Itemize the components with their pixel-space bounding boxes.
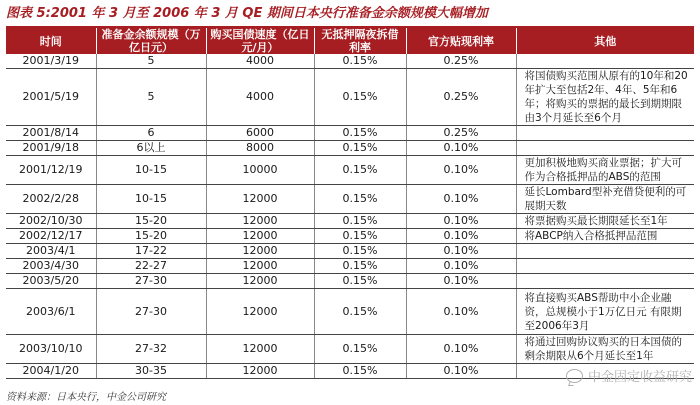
chat-bubble-icon	[566, 369, 583, 383]
cell-reserve: 27-32	[96, 335, 206, 364]
cell-other: 将国债购买范围从原有的10年和20年扩大至包括2年、4年、5年和6年；将购买的票据的最长到期期限由3个月延长至6个月	[516, 69, 694, 126]
cell-jgb: 12000	[206, 289, 314, 335]
table-row	[6, 289, 694, 335]
cell-date: 2003/4/1	[6, 244, 96, 259]
cell-date: 2002/12/17	[6, 229, 96, 244]
cell-other	[516, 244, 694, 259]
table-row	[6, 126, 694, 141]
cell-discount: 0.10%	[406, 141, 516, 156]
cell-call-rate: 0.15%	[314, 185, 406, 214]
cell-discount: 0.10%	[406, 364, 516, 379]
cell-discount: 0.10%	[406, 156, 516, 185]
cell-jgb: 4000	[206, 54, 314, 69]
cell-date: 2004/1/20	[6, 364, 96, 379]
cell-discount: 0.10%	[406, 259, 516, 274]
watermark-text: 中金固定收益研究	[587, 370, 692, 385]
cell-jgb: 8000	[206, 141, 314, 156]
header-date: 时间	[6, 28, 96, 54]
table-row	[6, 244, 694, 259]
table-row	[6, 141, 694, 156]
cell-reserve: 27-30	[96, 274, 206, 289]
table-header-row	[6, 28, 694, 54]
cell-reserve: 6	[96, 126, 206, 141]
cell-date: 2003/6/1	[6, 289, 96, 335]
cell-jgb: 12000	[206, 335, 314, 364]
cell-date: 2001/9/18	[6, 141, 96, 156]
cell-date: 2002/10/30	[6, 214, 96, 229]
cell-other	[516, 259, 694, 274]
cell-call-rate: 0.15%	[314, 126, 406, 141]
cell-discount: 0.10%	[406, 289, 516, 335]
cell-call-rate: 0.15%	[314, 54, 406, 69]
cell-call-rate: 0.15%	[314, 274, 406, 289]
cell-call-rate: 0.15%	[314, 259, 406, 274]
header-call-rate: 无抵押隔夜拆借利率	[314, 28, 406, 54]
cell-discount: 0.10%	[406, 229, 516, 244]
cell-other	[516, 274, 694, 289]
cell-call-rate: 0.15%	[314, 289, 406, 335]
cell-discount: 0.10%	[406, 335, 516, 364]
cell-call-rate: 0.15%	[314, 214, 406, 229]
header-reserve: 准备金余额规模（万亿日元）	[96, 28, 206, 54]
cell-reserve: 10-15	[96, 156, 206, 185]
figure-title: 图表 5:2001 年 3 月至 2006 年 3 月 QE 期间日本央行准备金余额规模大幅增加	[6, 6, 488, 21]
cell-call-rate: 0.15%	[314, 69, 406, 126]
cell-date: 2003/4/30	[6, 259, 96, 274]
cell-call-rate: 0.15%	[314, 244, 406, 259]
cell-discount: 0.10%	[406, 244, 516, 259]
table-row	[6, 156, 694, 185]
cell-call-rate: 0.15%	[314, 229, 406, 244]
cell-jgb: 10000	[206, 156, 314, 185]
cell-discount: 0.10%	[406, 185, 516, 214]
cell-reserve: 6以上	[96, 141, 206, 156]
cell-date: 2001/8/14	[6, 126, 96, 141]
cell-other: 将通过回购协议购买的日本国债的剩余期限从6个月延长至1年	[516, 335, 694, 364]
source-note: 资料来源：日本央行，中金公司研究	[6, 392, 166, 403]
cell-discount: 0.25%	[406, 54, 516, 69]
table-row	[6, 259, 694, 274]
table-row	[6, 185, 694, 214]
cell-date: 2001/12/19	[6, 156, 96, 185]
header-other: 其他	[516, 28, 694, 54]
cell-other: 将ABCP纳入合格抵押品范围	[516, 229, 694, 244]
cell-jgb: 12000	[206, 214, 314, 229]
cell-other: 更加积极地购买商业票据；扩大可作为合格抵押品的ABS的范围	[516, 156, 694, 185]
table-row	[6, 69, 694, 126]
table-row	[6, 335, 694, 364]
header-jgb: 购买国债速度（亿日元/月）	[206, 28, 314, 54]
cell-other: 将直接购买ABS帮助中小企业融资，总规模小于1万亿日元 有限期至2006年3月	[516, 289, 694, 335]
cell-reserve: 15-20	[96, 229, 206, 244]
cell-jgb: 12000	[206, 185, 314, 214]
cell-jgb: 12000	[206, 229, 314, 244]
cell-jgb: 4000	[206, 69, 314, 126]
cell-other	[516, 54, 694, 69]
cell-other: 延长Lombard型补充借贷便利的可展期天数	[516, 185, 694, 214]
header-discount: 官方贴现利率	[406, 28, 516, 54]
cell-jgb: 12000	[206, 364, 314, 379]
cell-reserve: 22-27	[96, 259, 206, 274]
cell-jgb: 12000	[206, 274, 314, 289]
cell-reserve: 15-20	[96, 214, 206, 229]
cell-reserve: 10-15	[96, 185, 206, 214]
cell-discount: 0.10%	[406, 214, 516, 229]
cell-discount: 0.10%	[406, 274, 516, 289]
cell-date: 2003/10/10	[6, 335, 96, 364]
cell-other: 将票据购买最长期限延长至1年	[516, 214, 694, 229]
cell-date: 2003/5/20	[6, 274, 96, 289]
cell-call-rate: 0.15%	[314, 141, 406, 156]
cell-reserve: 30-35	[96, 364, 206, 379]
cell-call-rate: 0.15%	[314, 364, 406, 379]
cell-date: 2002/2/28	[6, 185, 96, 214]
table-row	[6, 214, 694, 229]
cell-reserve: 5	[96, 54, 206, 69]
cell-other	[516, 126, 694, 141]
cell-reserve: 27-30	[96, 289, 206, 335]
cell-call-rate: 0.15%	[314, 156, 406, 185]
cell-reserve: 17-22	[96, 244, 206, 259]
cell-jgb: 12000	[206, 244, 314, 259]
cell-discount: 0.25%	[406, 69, 516, 126]
cell-reserve: 5	[96, 69, 206, 126]
cell-call-rate: 0.15%	[314, 335, 406, 364]
cell-jgb: 12000	[206, 259, 314, 274]
table-row	[6, 54, 694, 69]
table-row	[6, 274, 694, 289]
cell-jgb: 6000	[206, 126, 314, 141]
cell-other	[516, 141, 694, 156]
watermark	[566, 366, 692, 385]
qe-table	[6, 28, 694, 379]
cell-discount: 0.25%	[406, 126, 516, 141]
cell-date: 2001/3/19	[6, 54, 96, 69]
cell-date: 2001/5/19	[6, 69, 96, 126]
table-row	[6, 229, 694, 244]
